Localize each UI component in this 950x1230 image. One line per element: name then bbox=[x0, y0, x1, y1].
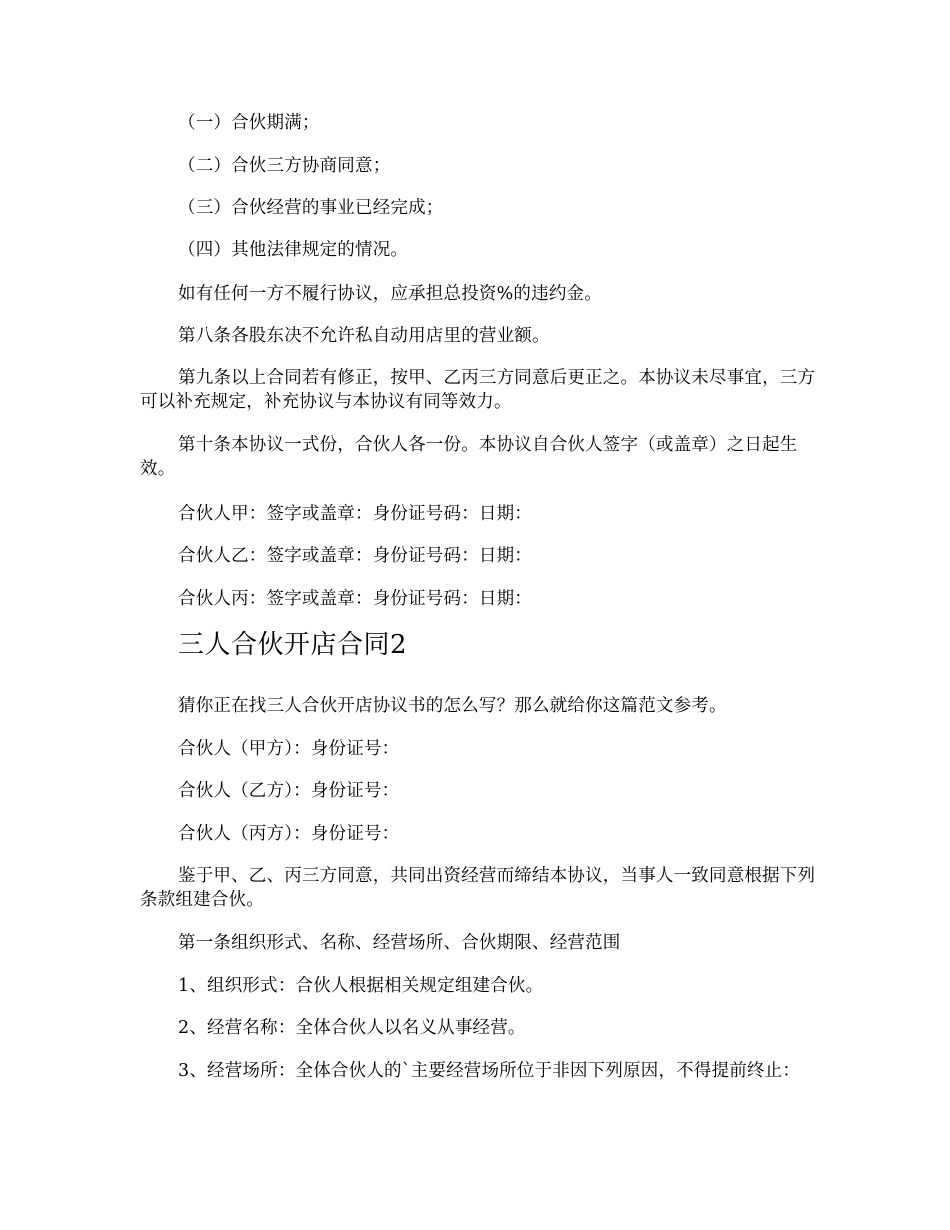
paragraph-organization-form: 1、组织形式：合伙人根据相关规定组建合伙。 bbox=[178, 976, 544, 996]
party-line-a: 合伙人（甲方）：身份证号： bbox=[178, 739, 400, 759]
signature-line-partner-c: 合伙人丙：签字或盖章：身份证号码：日期： bbox=[178, 589, 532, 609]
paragraph-business-premises: 3、经营场所：全体合伙人的`主要经营场所位于非因下列原因，不得提前终止： bbox=[178, 1061, 801, 1081]
paragraph-intro: 猜你正在找三人合伙开店协议书的怎么写？那么就给你这篇范文参考。 bbox=[178, 696, 727, 716]
paragraph-article-1: 第一条组织形式、名称、经营场所、合伙期限、经营范围 bbox=[178, 933, 621, 953]
paragraph-article-8: 第八条各股东决不允许私自动用店里的营业额。 bbox=[178, 326, 550, 346]
paragraph-termination-1: （一）合伙期满； bbox=[178, 113, 320, 133]
paragraph-article-10: 第十条本协议一式份，合伙人各一份。本协议自合伙人签字（或盖章）之日起生效。 bbox=[140, 435, 798, 479]
paragraph-penalty: 如有任何一方不履行协议，应承担总投资%的违约金。 bbox=[178, 284, 602, 304]
paragraph-recital: 鉴于甲、乙、丙三方同意，共同出资经营而缔结本协议，当事人一致同意根据下列条款组建合伙。 bbox=[140, 866, 816, 910]
paragraph-article-9: 第九条以上合同若有修正，按甲、乙丙三方同意后更正之。本协议未尽事宜，三方可以补充规定，补充协议与本协议有同等效力。 bbox=[140, 368, 816, 412]
paragraph-business-name: 2、经营名称：全体合伙人以名义从事经营。 bbox=[178, 1018, 526, 1038]
paragraph-termination-3: （三）合伙经营的事业已经完成； bbox=[178, 198, 444, 218]
signature-line-partner-a: 合伙人甲：签字或盖章：身份证号码：日期： bbox=[178, 504, 532, 524]
section-heading: 三人合伙开店合同2 bbox=[178, 630, 408, 660]
signature-line-partner-b: 合伙人乙：签字或盖章：身份证号码：日期： bbox=[178, 546, 532, 566]
paragraph-termination-4: （四）其他法律规定的情况。 bbox=[178, 240, 409, 260]
paragraph-termination-2: （二）合伙三方协商同意； bbox=[178, 156, 391, 176]
party-line-c: 合伙人（丙方）：身份证号： bbox=[178, 824, 400, 844]
party-line-b: 合伙人（乙方）：身份证号： bbox=[178, 781, 400, 801]
